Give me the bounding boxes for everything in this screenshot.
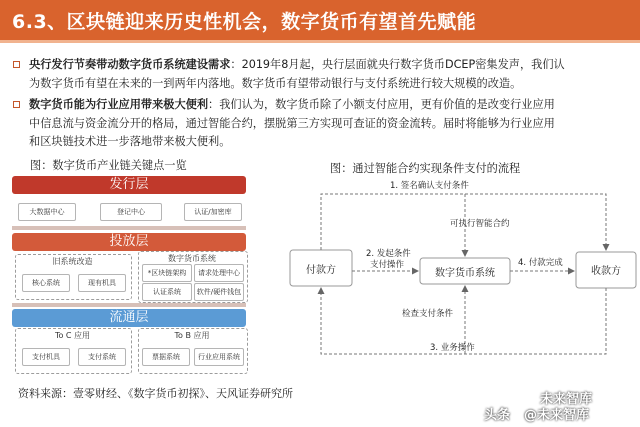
cell-payment-system: 支付系统 (78, 348, 126, 366)
layer-divider (12, 303, 246, 307)
bullet-2-line3: 和区块链技术进一步落地带来极大便利。 (29, 135, 231, 148)
label-contract: 可执行智能合约 (450, 219, 510, 229)
group-to-b-title: To B 应用 (174, 331, 210, 340)
cell-big-data-center: 大数据中心 (18, 203, 76, 221)
layer-circulation: 流通层 (12, 309, 246, 327)
cell-request-center: 请求处理中心 (194, 264, 244, 282)
cell-industry-app-system: 行业应用系统 (194, 348, 244, 366)
cell-wallet: 软件/硬件钱包 (194, 283, 244, 301)
cell-auth-system: 认证系统 (142, 283, 192, 301)
bullet-2-lead: 数字货币能为行业应用带来极大便利 (29, 98, 209, 111)
label-step2-b: 支付操作 (370, 260, 405, 270)
node-payee: 收款方 (591, 266, 621, 277)
bullet-box-icon (13, 61, 20, 68)
node-system: 数字货币系统 (435, 268, 495, 279)
smart-contract-flow-diagram (270, 172, 640, 384)
source-note: 资料来源：壹零财经、《数字货币初探》、天风证券研究所 (18, 387, 293, 400)
label-step3: 3. 业务操作 (430, 343, 475, 353)
bullet-2-line1: ：我们认为，数字货币除了小额支付应用，更有价值的是改变行业应用 (208, 98, 555, 111)
layer-distribution: 投放层 (12, 233, 246, 251)
cell-core-system: 核心系统 (22, 274, 70, 292)
bullet-box-icon (13, 101, 20, 108)
cell-payment-device: 支付机具 (22, 348, 70, 366)
bullet-2-line2: 中信息流与资金流分开的格局，通过智能合约，摆脱第三方实现可查证的资金流转。届时将能够为行业应用 (29, 116, 555, 130)
title-underline (0, 40, 640, 43)
cell-auth-crypto: 认证/加密库 (184, 203, 242, 221)
label-step1: 1. 签名确认支付条件 (390, 181, 469, 191)
label-step2-a: 2. 发起条件 (366, 249, 411, 259)
bullet-2 (13, 96, 631, 152)
title-bar (0, 0, 640, 40)
bullet-1-lead: 央行发行节奏带动数字货币系统建设需求 (29, 58, 231, 71)
bullet-1-line2: 为数字货币有望在未来的一到两年内落地。数字货币有望带动银行与支付系统进行较大规模的改造。 (29, 76, 522, 90)
left-figure-caption: 图：数字货币产业链关键点一览 (30, 159, 187, 172)
label-step4: 4. 付款完成 (518, 258, 563, 268)
group-dcs-title: 数字货币系统 (168, 254, 216, 263)
bullet-1-line1: ：2019年8月起，央行层面就央行数字货币DCEP密集发声，我们认 (230, 58, 565, 71)
watermark-handle: @未来智库 (524, 408, 590, 423)
bullet-1 (13, 56, 631, 93)
node-payer: 付款方 (306, 265, 336, 276)
cell-bill-system: 票据系统 (142, 348, 190, 366)
page-title: 6.3、区块链迎来历史性机会，数字货币有望首先赋能 (12, 11, 477, 33)
cell-registration-center: 登记中心 (100, 203, 162, 221)
layer-divider (12, 226, 246, 230)
cell-existing-devices: 现有机具 (78, 274, 126, 292)
group-legacy-title: 旧系统改造 (52, 257, 93, 266)
watermark-top: 未来智库 (540, 392, 593, 407)
watermark-toutiao: 头条 (484, 408, 511, 423)
label-check: 检查支付条件 (402, 309, 454, 319)
right-figure-caption: 图：通过智能合约实现条件支付的流程 (330, 162, 521, 175)
cell-blockchain-architecture: *区块链架构 (142, 264, 192, 282)
layer-issuance: 发行层 (12, 176, 246, 194)
group-to-c-title: To C 应用 (54, 331, 91, 340)
